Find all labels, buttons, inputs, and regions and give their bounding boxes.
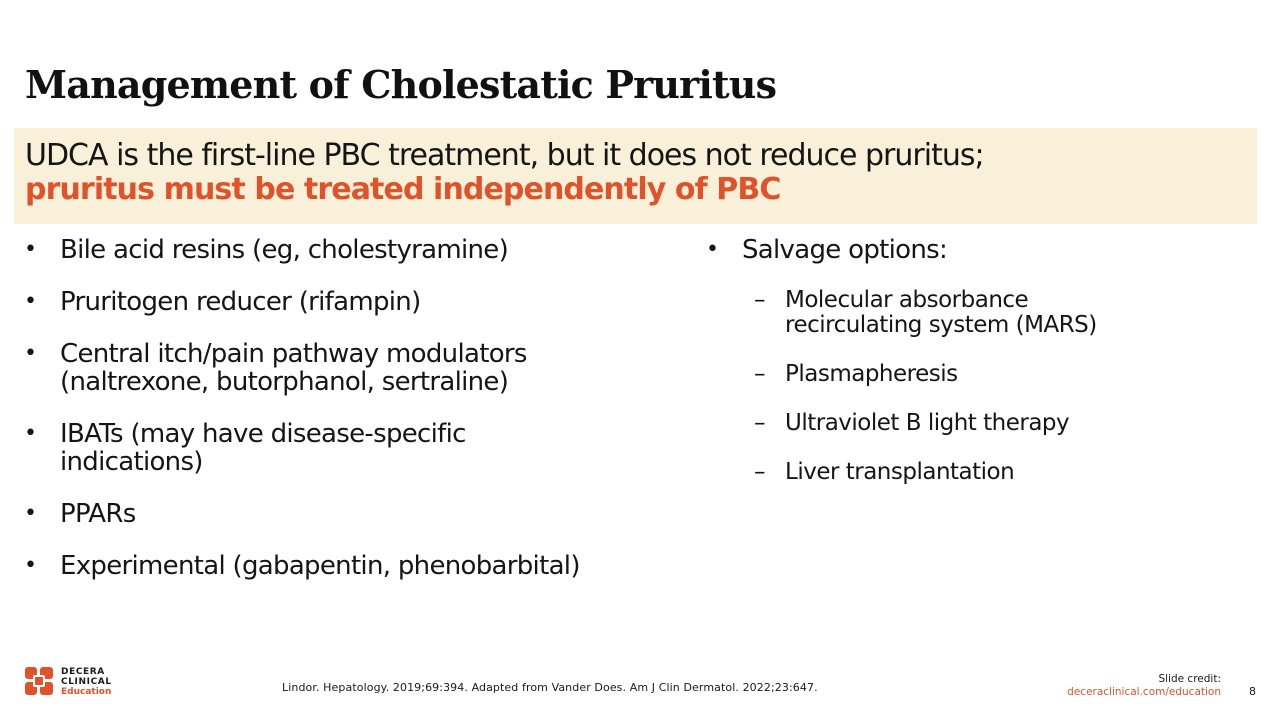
logo-line: CLINICAL	[61, 677, 112, 687]
decera-logo	[25, 667, 135, 699]
list-item	[706, 236, 1246, 264]
bullet-icon: •	[24, 421, 37, 446]
list-item	[24, 340, 584, 396]
sub-list-item	[754, 362, 1246, 387]
sub-list-item-text: Plasmapheresis	[785, 361, 958, 387]
list-item-text: Salvage options:	[742, 235, 948, 265]
bullet-icon: •	[24, 501, 37, 526]
list-item-text: Experimental (gabapentin, phenobarbital)	[60, 551, 580, 581]
dash-icon: –	[754, 361, 765, 387]
logo-mark-icon	[25, 667, 53, 695]
list-item	[24, 500, 664, 528]
citation: Lindor. Hepatology. 2019;69:394. Adapted from Vander Does. Am J Clin Dermatol. 2022;23:647.	[282, 681, 818, 694]
list-item	[24, 236, 664, 264]
dash-icon: –	[754, 459, 765, 485]
sub-list-item	[754, 288, 1154, 338]
sub-list-item	[754, 411, 1246, 436]
sub-list-item-text: Molecular absorbance recirculating system (MARS)	[785, 287, 1097, 338]
list-item-text: PPARs	[60, 499, 136, 529]
list-item-text: Bile acid resins (eg, cholestyramine)	[60, 235, 509, 265]
slide-title: Management of Cholestatic Pruritus	[25, 62, 777, 107]
logo-line: DECERA	[61, 667, 105, 677]
salvage-options	[706, 236, 1246, 509]
banner-emphasis: pruritus must be treated independently of PBC	[25, 172, 781, 207]
bullet-icon: •	[24, 341, 37, 366]
sub-list-item-text: Ultraviolet B light therapy	[785, 410, 1070, 436]
list-item	[24, 288, 664, 316]
list-item-text: Pruritogen reducer (rifampin)	[60, 287, 421, 317]
list-item	[24, 552, 664, 580]
bullet-icon: •	[24, 289, 37, 314]
key-message-banner	[14, 128, 1257, 224]
credit-label: Slide credit:	[1158, 673, 1221, 685]
bullet-icon: •	[24, 553, 37, 578]
list-item	[24, 420, 524, 476]
list-item-text: Central itch/pain pathway modulators (naltrexone, butorphanol, sertraline)	[60, 339, 527, 397]
logo-wordmark	[61, 667, 112, 697]
bullet-icon: •	[24, 237, 37, 262]
bullet-icon: •	[706, 237, 719, 262]
logo-line: Education	[61, 687, 112, 697]
list-item-text: IBATs (may have disease-specific indications)	[60, 419, 466, 477]
credit-link[interactable]: deceraclinical.com/education	[1067, 686, 1221, 698]
page-number: 8	[1249, 685, 1256, 698]
sub-list-item	[754, 460, 1246, 485]
sub-list-item-text: Liver transplantation	[785, 459, 1015, 485]
slide-credit	[1067, 673, 1221, 699]
treatment-list	[24, 236, 664, 604]
banner-statement: UDCA is the first-line PBC treatment, but it does not reduce pruritus;	[25, 138, 984, 173]
dash-icon: –	[754, 410, 765, 436]
dash-icon: –	[754, 287, 765, 313]
